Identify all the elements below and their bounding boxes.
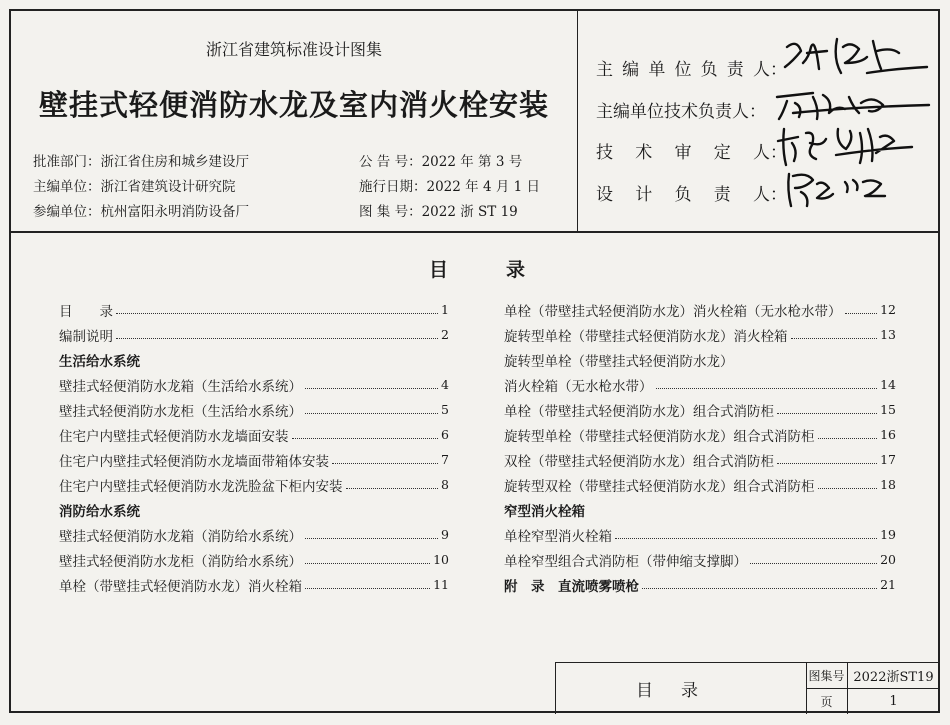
toc-right-column <box>504 297 896 597</box>
toc-entry[interactable]: 壁挂式轻便消防水龙柜（生活给水系统） 5 <box>59 402 449 420</box>
effective-date: 施行日期：2022 年 4 月 1 日 <box>359 179 540 195</box>
announcement-no: 公 告 号：2022 年 第 3 号 <box>359 154 523 170</box>
responsible-persons <box>578 11 938 231</box>
signature-design-leader <box>783 166 903 211</box>
toc-entry[interactable]: 壁挂式轻便消防水龙柜（消防给水系统） 10 <box>59 552 449 570</box>
toc-entry[interactable]: 编制说明 2 <box>59 327 449 345</box>
chief-editor-unit: 主编单位：浙江省建筑设计研究院 <box>33 179 236 195</box>
toc-entry[interactable]: 旋转型单栓（带壁挂式轻便消防水龙）组合式消防柜 16 <box>504 427 896 445</box>
header-info <box>11 11 578 231</box>
toc-section-heading: 窄型消火栓箱 <box>504 503 585 520</box>
toc-entry[interactable]: 旋转型单栓（带壁挂式轻便消防水龙）消火栓箱 13 <box>504 327 896 345</box>
toc-entry[interactable]: 单栓窄型消火栓箱 19 <box>504 527 896 545</box>
toc-entry[interactable]: 消火栓箱（无水枪水带） 14 <box>504 377 896 395</box>
chief-unit-tech-leader: 主编单位技术负责人： <box>596 102 766 122</box>
toc-entry[interactable]: 单栓（带壁挂式轻便消防水龙）组合式消防柜 15 <box>504 402 896 420</box>
atlas-title: 壁挂式轻便消防水龙及室内消火栓安装 <box>38 88 549 122</box>
page-number: 1 <box>889 694 898 709</box>
atlas-number: 图 集 号：2022 浙 ST 19 <box>359 204 518 220</box>
technical-reviewer: 技 术 审 定 人 ： <box>596 143 787 163</box>
toc-entry[interactable]: 双栓（带壁挂式轻便消防水龙）组合式消防柜 17 <box>504 452 896 470</box>
toc-entry[interactable]: 单栓（带壁挂式轻便消防水龙）消火栓箱（无水枪水带） 12 <box>504 302 896 320</box>
approval-dept: 批准部门：浙江省住房和城乡建设厅 <box>33 154 249 170</box>
toc-entry[interactable]: 单栓窄型组合式消防柜（带伸缩支撑脚） 20 <box>504 552 896 570</box>
page-label: 页 <box>806 689 848 714</box>
toc-entry[interactable]: 住宅户内壁挂式轻便消防水龙墙面带箱体安装 7 <box>59 452 449 470</box>
toc-entry-continued[interactable]: 旋转型单栓（带壁挂式轻便消防水龙） <box>504 353 734 370</box>
chief-unit-leader: 主 编 单 位 负 责 人 ： <box>596 60 787 80</box>
toc-entry[interactable]: 壁挂式轻便消防水龙箱（消防给水系统） 9 <box>59 527 449 545</box>
co-editor-unit: 参编单位：杭州富阳永明消防设备厂 <box>33 204 249 220</box>
toc-entry[interactable]: 单栓（带壁挂式轻便消防水龙）消火栓箱 11 <box>59 577 449 595</box>
series-title: 浙江省建筑标准设计图集 <box>205 40 382 59</box>
signature-chief-unit-leader <box>781 29 931 81</box>
title-block <box>555 662 939 714</box>
toc-section-heading: 消防给水系统 <box>59 503 140 520</box>
toc-entry[interactable]: 住宅户内壁挂式轻便消防水龙洗脸盆下柜内安装 8 <box>59 477 449 495</box>
toc-left-column <box>59 297 449 597</box>
toc-entry[interactable]: 目 录 1 <box>59 302 449 320</box>
design-leader: 设 计 负 责 人 ： <box>596 185 787 205</box>
sheet-name: 目录 <box>556 663 807 714</box>
toc-section-heading: 生活给水系统 <box>59 353 140 370</box>
toc-heading: 目 录 <box>429 259 526 281</box>
toc-entry[interactable]: 旋转型双栓（带壁挂式轻便消防水龙）组合式消防柜 18 <box>504 477 896 495</box>
cover-header <box>11 11 938 233</box>
signature-technical-reviewer <box>776 119 916 171</box>
toc-entry[interactable]: 壁挂式轻便消防水龙箱（生活给水系统） 4 <box>59 377 449 395</box>
atlas-no-value: 2022浙ST19 <box>848 663 939 689</box>
drawing-frame <box>9 9 940 713</box>
toc-entry-appendix[interactable]: 附 录 直流喷雾喷枪 21 <box>504 577 896 595</box>
atlas-no-label: 图集号 <box>806 663 848 689</box>
signature-tech-leader <box>773 83 933 123</box>
toc-entry[interactable]: 住宅户内壁挂式轻便消防水龙墙面安装 6 <box>59 427 449 445</box>
